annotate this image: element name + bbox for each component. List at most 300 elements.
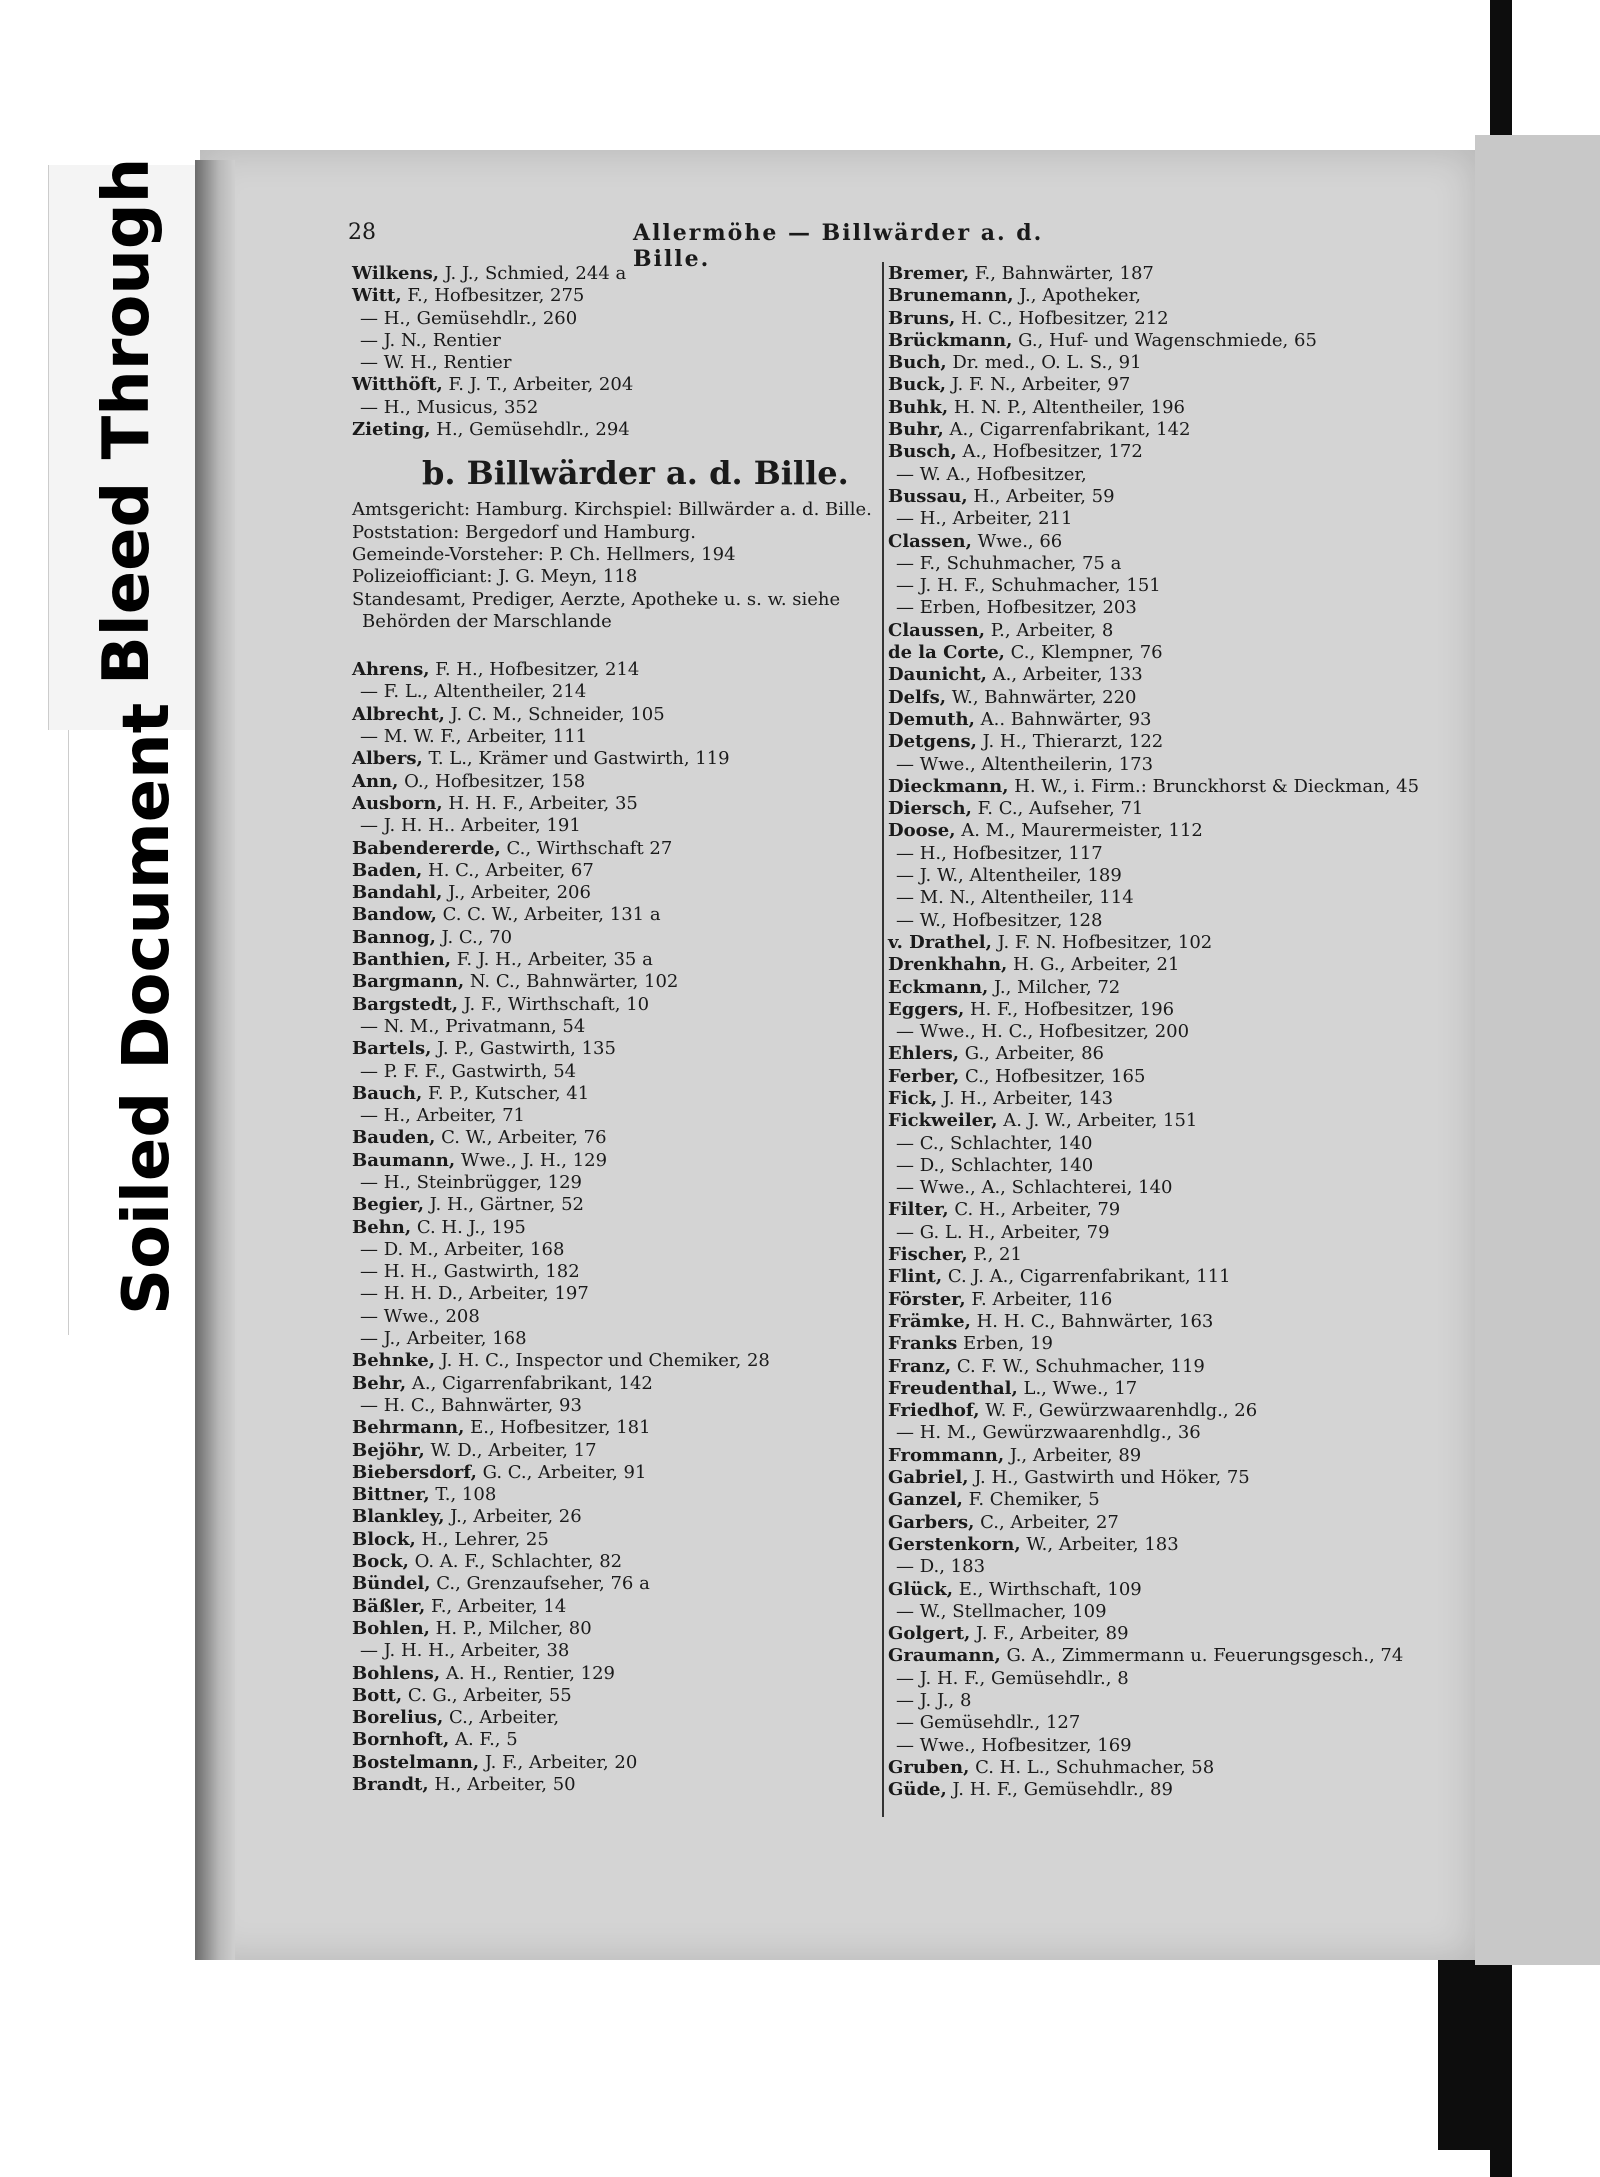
entry-details: H. H. F., Arbeiter, 35 (442, 792, 638, 814)
entry-surname: Brückmann, (888, 329, 1013, 351)
entry-details: C., Klempner, 76 (1004, 642, 1163, 664)
entry-details: J., Arbeiter, 206 (442, 882, 591, 904)
directory-entry (352, 1373, 872, 1395)
entry-details: — W., Hofbesitzer, 128 (896, 909, 1103, 931)
directory-entry (888, 1155, 1428, 1177)
entry-details: W., Arbeiter, 183 (1020, 1533, 1179, 1555)
entry-surname: Bott, (352, 1684, 403, 1706)
directory-entry (352, 1663, 872, 1685)
entry-details: — M. W. F., Arbeiter, 111 (360, 726, 588, 748)
directory-entry (888, 1133, 1428, 1155)
entry-details: — J. H. F., Schuhmacher, 151 (896, 575, 1161, 597)
entry-surname: Freudenthal, (888, 1377, 1018, 1399)
entry-details: O. A. F., Schlachter, 82 (408, 1551, 623, 1573)
entry-details: — Wwe., H. C., Hofbesitzer, 200 (896, 1021, 1190, 1043)
entry-details: C., Hofbesitzer, 165 (959, 1065, 1146, 1087)
entry-surname: Classen, (888, 530, 972, 552)
entry-details: — H. H., Gastwirth, 182 (360, 1261, 580, 1283)
entry-surname: Gabriel, (888, 1467, 969, 1489)
entry-details: J. F. N., Arbeiter, 97 (946, 374, 1131, 396)
entry-details: — N. M., Privatmann, 54 (360, 1015, 586, 1037)
directory-entry (352, 397, 872, 419)
section-info-line: Polizeiofficiant: J. G. Meyn, 118 (352, 566, 638, 588)
directory-entry (888, 1779, 1428, 1801)
entry-surname: de la Corte, (888, 642, 1005, 664)
bleed-through-label: Bleed Through (90, 157, 164, 685)
entry-details: — H. M., Gewürzwaarenhdlg., 36 (896, 1422, 1201, 1444)
entry-surname: Bruns, (888, 307, 956, 329)
entry-details: — H., Musicus, 352 (360, 396, 539, 418)
entry-details: F. H., Hofbesitzer, 214 (429, 659, 640, 681)
directory-entry (352, 815, 872, 837)
directory-entry (352, 860, 872, 882)
directory-entry (352, 1328, 872, 1350)
directory-entry (352, 285, 872, 307)
directory-entry (888, 843, 1428, 865)
directory-entry (352, 748, 872, 770)
directory-entry (888, 1601, 1428, 1623)
entry-details: — D., 183 (896, 1556, 986, 1578)
entry-surname: Bandow, (352, 904, 437, 926)
directory-entry (352, 1016, 872, 1038)
entry-details: T., 108 (429, 1484, 497, 1506)
entry-surname: Wilkens, (352, 263, 439, 284)
directory-entry (888, 1378, 1428, 1400)
entry-surname: Bargstedt, (352, 993, 459, 1015)
directory-entry (888, 1467, 1428, 1489)
entry-surname: Bandahl, (352, 882, 443, 904)
entry-surname: Fickweiler, (888, 1110, 998, 1132)
directory-entry (888, 620, 1428, 642)
entry-surname: Begier, (352, 1194, 424, 1216)
section-title: b. Billwärder a. d. Bille. (422, 454, 849, 493)
directory-entry (352, 1462, 872, 1484)
directory-entry (888, 1712, 1428, 1734)
directory-entry (352, 263, 872, 285)
entry-surname: Baumann, (352, 1149, 456, 1171)
directory-entry (888, 999, 1428, 1021)
entry-details: A. F., 5 (449, 1729, 518, 1751)
directory-entry (888, 798, 1428, 820)
spacer (352, 633, 872, 659)
section-info-line: Behörden der Marschlande (362, 610, 612, 632)
entry-surname: Witt, (352, 285, 402, 307)
page-number: 28 (348, 220, 376, 245)
entry-details: — W. H., Rentier (360, 352, 512, 374)
entry-details: G. A., Zimmermann u. Feuerungsgesch., 74 (1000, 1645, 1404, 1667)
entry-surname: Bohlens, (352, 1662, 441, 1684)
entry-details: — J. H. F., Gemüsehdlr., 8 (896, 1667, 1129, 1689)
entry-details: J. P., Gastwirth, 135 (431, 1038, 616, 1060)
entry-details: C., Grenzaufseher, 76 a (430, 1573, 650, 1595)
entry-details: — D. M., Arbeiter, 168 (360, 1238, 565, 1260)
directory-entry (888, 820, 1428, 842)
entry-details: J. H. C., Inspector und Chemiker, 28 (435, 1350, 770, 1372)
entry-surname: Eckmann, (888, 976, 989, 998)
entry-surname: Zieting, (352, 419, 431, 441)
directory-entry (888, 508, 1428, 530)
entry-details: — J., Arbeiter, 168 (360, 1328, 527, 1350)
entry-details: Erben, 19 (957, 1333, 1053, 1355)
entry-surname: Flint, (888, 1266, 943, 1288)
entry-details: J., Milcher, 72 (988, 976, 1121, 998)
entry-surname: Demuth, (888, 708, 975, 730)
directory-entry (888, 1534, 1428, 1556)
directory-entry (888, 709, 1428, 731)
entry-details: J., Arbeiter, 89 (1004, 1444, 1142, 1466)
entry-details: P., Arbeiter, 8 (985, 619, 1114, 641)
entry-surname: Witthöft, (352, 374, 443, 396)
entry-details: H. G., Arbeiter, 21 (1007, 954, 1180, 976)
entry-details: — F., Schuhmacher, 75 a (896, 552, 1122, 574)
directory-entry (352, 1172, 872, 1194)
directory-entry (888, 1266, 1428, 1288)
entry-details: — Wwe., 208 (360, 1305, 480, 1327)
directory-entry (352, 726, 872, 748)
entry-surname: Bündel, (352, 1573, 431, 1595)
entry-surname: Ganzel, (888, 1489, 963, 1511)
directory-entry (888, 419, 1428, 441)
directory-entry (352, 1105, 872, 1127)
directory-entry (888, 664, 1428, 686)
entry-surname: Bostelmann, (352, 1751, 480, 1773)
directory-entry (888, 1400, 1428, 1422)
entry-surname: Ehlers, (888, 1043, 959, 1065)
directory-entry (888, 575, 1428, 597)
entry-surname: Doose, (888, 820, 956, 842)
entry-details: F. C., Aufseher, 71 (971, 798, 1144, 820)
entry-surname: Daunicht, (888, 664, 987, 686)
entry-details: — C., Schlachter, 140 (896, 1132, 1093, 1154)
entry-surname: Albrecht, (352, 703, 445, 725)
entry-surname: Bäßler, (352, 1595, 426, 1617)
entry-details: J. F., Wirthschaft, 10 (458, 993, 650, 1015)
entry-details: A. H., Rentier, 129 (440, 1662, 615, 1684)
entry-surname: Bock, (352, 1551, 409, 1573)
directory-entry (888, 531, 1428, 553)
entry-surname: Bornhoft, (352, 1729, 450, 1751)
directory-entry (888, 1333, 1428, 1355)
entry-surname: Behn, (352, 1216, 412, 1238)
entry-details: C. H. J., 195 (411, 1216, 526, 1238)
directory-entry (888, 977, 1428, 999)
directory-entry (352, 1685, 872, 1707)
entry-surname: Block, (352, 1528, 416, 1550)
directory-entry (352, 1596, 872, 1618)
entry-surname: Filter, (888, 1199, 949, 1221)
entry-details: — M. N., Altentheiler, 114 (896, 887, 1134, 909)
entry-surname: Franks (888, 1333, 958, 1355)
entry-details: — F. L., Altentheiler, 214 (360, 681, 587, 703)
entry-details: — J. N., Rentier (360, 329, 501, 351)
entry-details: W. F., Gewürzwaarenhdlg., 26 (979, 1400, 1258, 1422)
left-column (352, 263, 872, 1796)
entry-details: — W., Stellmacher, 109 (896, 1600, 1107, 1622)
entry-surname: Eggers, (888, 998, 965, 1020)
directory-entry (888, 1088, 1428, 1110)
directory-entry (352, 971, 872, 993)
entry-surname: Bremer, (888, 263, 970, 284)
entry-details: A., Hofbesitzer, 172 (956, 441, 1143, 463)
entry-surname: Drenkhahn, (888, 954, 1008, 976)
entry-surname: Behnke, (352, 1350, 436, 1372)
entry-surname: Albers, (352, 748, 423, 770)
directory-entry (352, 1150, 872, 1172)
directory-entry (888, 352, 1428, 374)
entry-surname: Friedhof, (888, 1400, 980, 1422)
entry-details: — H. C., Bahnwärter, 93 (360, 1394, 582, 1416)
entry-surname: Garbers, (888, 1511, 975, 1533)
entry-surname: Golgert, (888, 1623, 971, 1645)
entry-surname: Busch, (888, 441, 957, 463)
entry-details: W., Bahnwärter, 220 (946, 686, 1137, 708)
running-title: Allermöhe — Billwärder a. d. Bille. (633, 220, 1044, 272)
directory-entry (888, 1066, 1428, 1088)
directory-entry (888, 642, 1428, 664)
entry-details: C. H. L., Schuhmacher, 58 (969, 1756, 1215, 1778)
entry-surname: Ahrens, (352, 659, 430, 681)
directory-entry (888, 374, 1428, 396)
entry-details: H., Arbeiter, 50 (428, 1774, 576, 1795)
page-header (348, 220, 1108, 272)
entry-surname: Buck, (888, 374, 946, 396)
entry-details: H. N. P., Altentheiler, 196 (948, 396, 1185, 418)
entry-details: — H., Gemüsehdlr., 260 (360, 307, 578, 329)
entry-details: F. Chemiker, 5 (962, 1489, 1100, 1511)
entry-surname: Banthien, (352, 949, 452, 971)
entry-details: T. L., Krämer und Gastwirth, 119 (422, 748, 730, 770)
entry-surname: Ausborn, (352, 792, 443, 814)
entry-surname: Güde, (888, 1779, 947, 1801)
directory-entry (352, 1127, 872, 1149)
directory-entry (352, 1752, 872, 1774)
entry-surname: Glück, (888, 1578, 953, 1600)
entry-details: F. J. H., Arbeiter, 35 a (451, 949, 653, 971)
entry-surname: Buhr, (888, 419, 944, 441)
entry-details: — P. F. F., Gastwirth, 54 (360, 1060, 577, 1082)
entry-details: — H., Arbeiter, 211 (896, 508, 1073, 530)
entry-surname: Behr, (352, 1372, 407, 1394)
directory-entry (352, 838, 872, 860)
section-info (352, 499, 872, 633)
directory-entry (888, 1489, 1428, 1511)
directory-entry (888, 1645, 1428, 1667)
directory-entry (352, 1440, 872, 1462)
entry-surname: Dieckmann, (888, 775, 1009, 797)
entry-details: G., Arbeiter, 86 (958, 1043, 1105, 1065)
entry-details: J. F., Arbeiter, 89 (970, 1623, 1129, 1645)
directory-entry (352, 1573, 872, 1595)
entry-details: — H., Arbeiter, 71 (360, 1105, 525, 1127)
directory-entry (352, 1061, 872, 1083)
entry-details: E., Wirthschaft, 109 (953, 1578, 1142, 1600)
entry-surname: Bannog, (352, 926, 436, 948)
entry-details: H., Arbeiter, 59 (967, 485, 1115, 507)
entry-surname: Gruben, (888, 1756, 970, 1778)
entry-details: C., Wirthschaft 27 (500, 837, 673, 859)
directory-entry (888, 1579, 1428, 1601)
directory-entry (888, 553, 1428, 575)
entry-surname: Främke, (888, 1310, 971, 1332)
directory-entry (352, 793, 872, 815)
entry-surname: Baden, (352, 859, 423, 881)
entry-details: — D., Schlachter, 140 (896, 1154, 1094, 1176)
column-divider (882, 262, 884, 1817)
entry-details: J. J., Schmied, 244 a (439, 263, 627, 284)
directory-entry (888, 441, 1428, 463)
entry-surname: Bauch, (352, 1082, 423, 1104)
entry-surname: Blankley, (352, 1506, 445, 1528)
directory-entry (888, 1512, 1428, 1534)
entry-details: P., 21 (967, 1244, 1022, 1266)
entry-surname: Gerstenkorn, (888, 1533, 1021, 1555)
entry-surname: Brunemann, (888, 285, 1014, 307)
directory-entry (352, 771, 872, 793)
directory-entry (888, 330, 1428, 352)
directory-entry (888, 1110, 1428, 1132)
entry-details: J., Arbeiter, 26 (444, 1506, 582, 1528)
entry-details: Wwe., J. H., 129 (455, 1149, 608, 1171)
directory-entry (888, 1668, 1428, 1690)
entry-surname: Förster, (888, 1288, 966, 1310)
directory-entry (352, 1729, 872, 1751)
entry-surname: Biebersdorf, (352, 1461, 477, 1483)
entry-details: N. C., Bahnwärter, 102 (464, 971, 679, 993)
directory-entry (352, 419, 872, 441)
directory-entry (888, 397, 1428, 419)
entry-surname: Brandt, (352, 1774, 429, 1795)
entry-details: A.. Bahnwärter, 93 (974, 708, 1152, 730)
entry-surname: Bittner, (352, 1484, 430, 1506)
entry-details: J. H., Arbeiter, 143 (937, 1087, 1114, 1109)
entry-details: J. H., Gärtner, 52 (423, 1194, 584, 1216)
entry-details: C. J. A., Cigarrenfabrikant, 111 (942, 1266, 1231, 1288)
side-labels (40, 157, 200, 1335)
directory-entry (352, 1083, 872, 1105)
directory-entry (352, 1395, 872, 1417)
entry-surname: Behrmann, (352, 1417, 465, 1439)
directory-entry (352, 927, 872, 949)
directory-entry (888, 597, 1428, 619)
entry-surname: Fick, (888, 1087, 938, 1109)
soiled-document-label: Soiled Document (110, 702, 184, 1315)
directory-entry (888, 865, 1428, 887)
directory-entry (352, 1283, 872, 1305)
entry-surname: Babendererde, (352, 837, 501, 859)
directory-entry (888, 1690, 1428, 1712)
entry-details: H. C., Arbeiter, 67 (422, 859, 594, 881)
directory-entry (888, 1356, 1428, 1378)
entry-details: C. C. W., Arbeiter, 131 a (436, 904, 661, 926)
entry-surname: Bohlen, (352, 1617, 430, 1639)
directory-entry (352, 1551, 872, 1573)
entry-details: — G. L. H., Arbeiter, 79 (896, 1221, 1110, 1243)
entry-surname: Bargmann, (352, 971, 465, 993)
entry-details: A., Arbeiter, 133 (986, 664, 1143, 686)
entry-details: — W. A., Hofbesitzer, (896, 463, 1087, 485)
directory-entry (888, 1222, 1428, 1244)
directory-entry (888, 1735, 1428, 1757)
directory-entry (888, 1289, 1428, 1311)
entry-details: — H., Hofbesitzer, 117 (896, 842, 1103, 864)
entry-details: L., Wwe., 17 (1017, 1377, 1138, 1399)
entry-details: J. C., 70 (435, 926, 513, 948)
entry-surname: Claussen, (888, 619, 985, 641)
right-directory-list (888, 263, 1428, 1801)
directory-entry (888, 1199, 1428, 1221)
directory-entry (888, 954, 1428, 976)
entry-details: A., Cigarrenfabrikant, 142 (406, 1372, 653, 1394)
entry-details: J. H., Thierarzt, 122 (976, 731, 1164, 753)
entry-details: J. F. N. Hofbesitzer, 102 (991, 931, 1213, 953)
directory-entry (352, 1417, 872, 1439)
entry-details: J., Apotheker, (1013, 285, 1141, 307)
entry-surname: Graumann, (888, 1645, 1001, 1667)
entry-details: F., Arbeiter, 14 (425, 1595, 567, 1617)
directory-entry (352, 330, 872, 352)
directory-entry (888, 1445, 1428, 1467)
directory-entry (352, 1506, 872, 1528)
section-info-line: Gemeinde-Vorsteher: P. Ch. Hellmers, 194 (352, 543, 736, 565)
entry-details: J. F., Arbeiter, 20 (479, 1751, 638, 1773)
entry-surname: Buhk, (888, 396, 949, 418)
entry-details: G. C., Arbeiter, 91 (476, 1461, 647, 1483)
entry-details: H. W., i. Firm.: Brunckhorst & Dieckman, 45 (1008, 775, 1420, 797)
directory-entry (888, 1757, 1428, 1779)
directory-entry (352, 1038, 872, 1060)
entry-details: — Wwe., Altentheilerin, 173 (896, 753, 1154, 775)
entry-details: F. J. T., Arbeiter, 204 (442, 374, 634, 396)
entry-details: E., Hofbesitzer, 181 (464, 1417, 651, 1439)
entry-details: H. C., Hofbesitzer, 212 (955, 307, 1169, 329)
directory-entry (352, 1239, 872, 1261)
entry-details: J. C. M., Schneider, 105 (444, 703, 665, 725)
entry-details: — J. W., Altentheiler, 189 (896, 865, 1122, 887)
entry-details: H., Gemüsehdlr., 294 (430, 419, 630, 441)
directory-entry (888, 687, 1428, 709)
directory-entry (352, 352, 872, 374)
adjacent-page (1475, 135, 1600, 1965)
entry-surname: Frommann, (888, 1444, 1005, 1466)
entry-details: Wwe., 66 (971, 530, 1063, 552)
entry-details: — H. H. D., Arbeiter, 197 (360, 1283, 589, 1305)
entry-details: W. D., Arbeiter, 17 (424, 1439, 597, 1461)
entry-surname: Bauden, (352, 1127, 436, 1149)
entry-details: C. H., Arbeiter, 79 (948, 1199, 1121, 1221)
directory-entry (888, 1623, 1428, 1645)
directory-entry (352, 681, 872, 703)
entry-surname: Ann, (352, 770, 399, 792)
directory-entry (888, 1311, 1428, 1333)
entry-details: H. H. C., Bahnwärter, 163 (970, 1310, 1214, 1332)
entry-details: F. P., Kutscher, 41 (422, 1082, 590, 1104)
entry-details: F., Hofbesitzer, 275 (401, 285, 585, 307)
directory-entry (888, 731, 1428, 753)
entry-details: C. F. W., Schuhmacher, 119 (951, 1355, 1205, 1377)
entry-details: — H., Steinbrügger, 129 (360, 1171, 582, 1193)
directory-entry (888, 464, 1428, 486)
entry-details: — J. H. H., Arbeiter, 38 (360, 1640, 570, 1662)
entry-details: H. F., Hofbesitzer, 196 (964, 998, 1175, 1020)
entry-details: O., Hofbesitzer, 158 (398, 770, 586, 792)
entry-surname: Buch, (888, 352, 947, 374)
entry-details: F., Bahnwärter, 187 (969, 263, 1154, 284)
directory-entry (888, 910, 1428, 932)
directory-entry (352, 1194, 872, 1216)
entry-surname: Bartels, (352, 1038, 432, 1060)
entry-surname: Detgens, (888, 731, 977, 753)
directory-entry (352, 994, 872, 1016)
